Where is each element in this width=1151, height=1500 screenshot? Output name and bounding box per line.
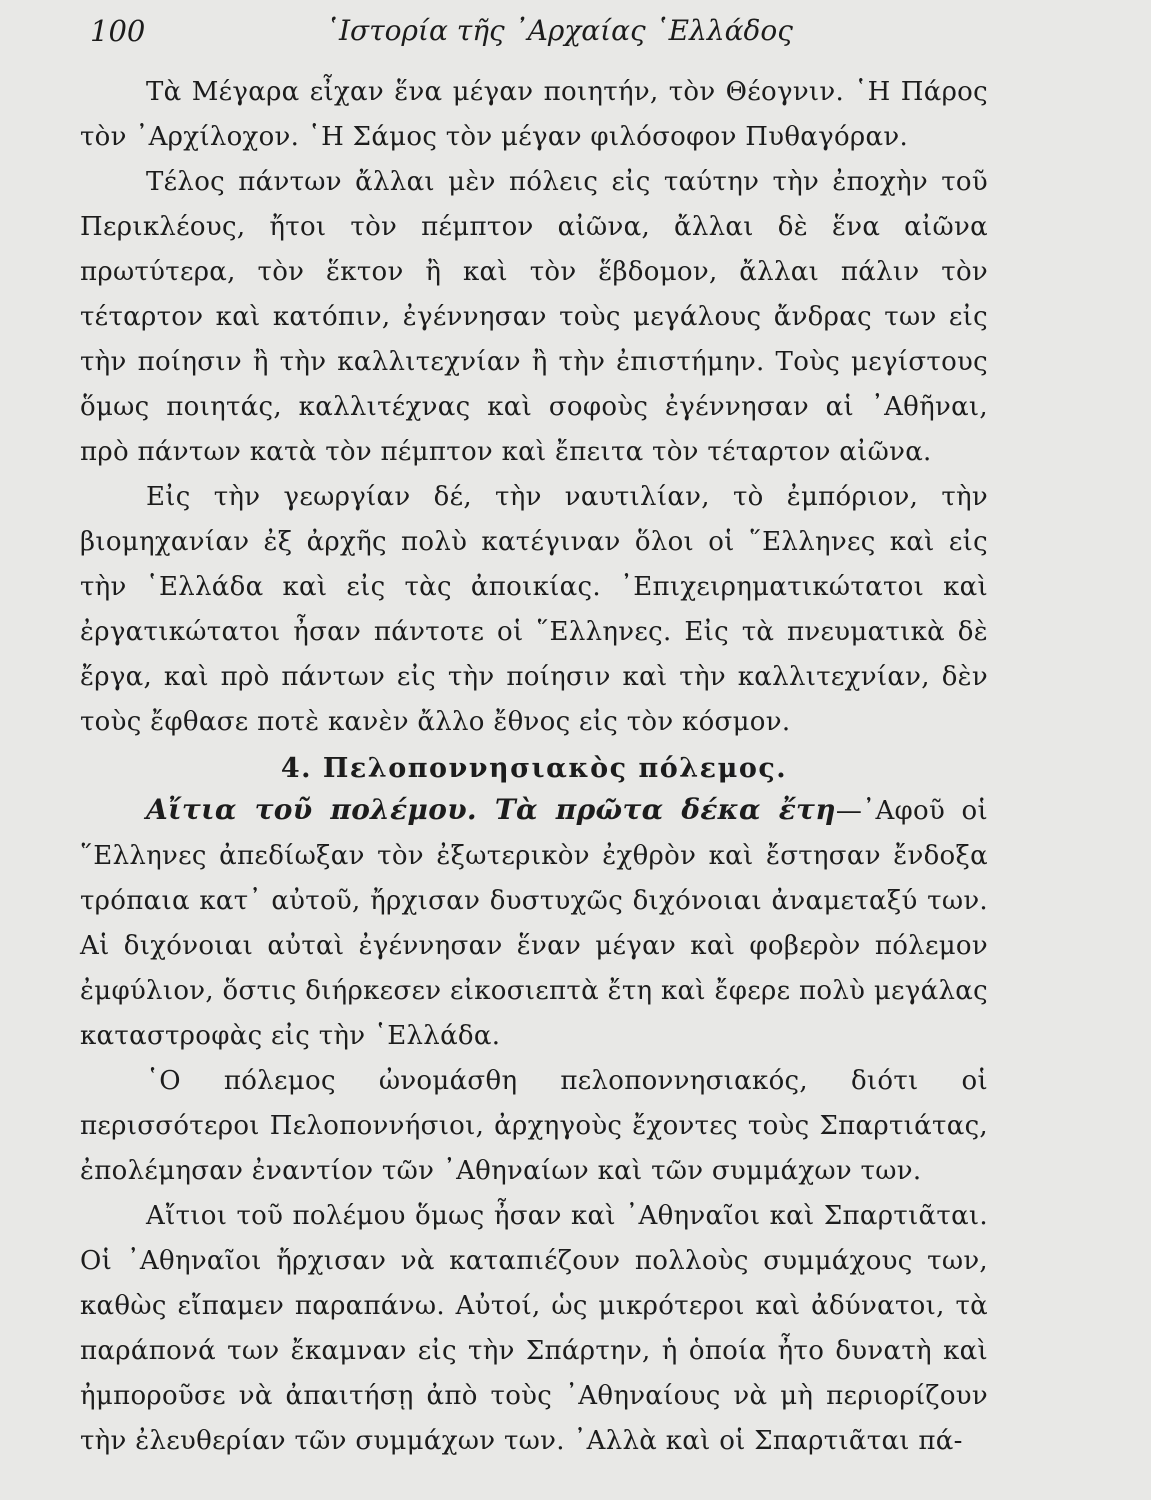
- paragraph: ῾Ο πόλεμος ὠνομάσθη πελοποννησιακός, διότι οἱ περισσότεροι Πελοποννήσιοι, ἀρχηγοὺς ἔχοντες τοὺς Σπαρτιάτας, ἐπολέμησαν ἐναντίον τῶν ᾿Αθηναίων καὶ τῶν συμμάχων των.: [80, 1066, 988, 1186]
- paragraph-text: —᾿Αφοῦ οἱ ῞Ελληνες ἀπεδίωξαν τὸν ἐξωτερικὸν ἐχθρὸν καὶ ἔστησαν ἔνδοξα τρόπαια κατ᾿ αὐτοῦ, ἤρχισαν δυστυχῶς διχόνοιαι ἀναμεταξύ των. Αἱ διχόνοιαι αὐταὶ ἐγέννησαν ἕναν μέγαν καὶ φοβερὸν πόλεμον ἐμφύλιον, ὅστις διήρκεσεν εἰκοσιεπτὰ ἔτη καὶ ἔφερε πολὺ μεγάλας καταστροφὰς εἰς τὴν ῾Ελλάδα.: [80, 796, 988, 1051]
- running-title: ῾Ιστορία τῆς ᾿Αρχαίας ῾Ελλάδος: [325, 14, 793, 47]
- paragraph: Τὰ Μέγαρα εἶχαν ἕνα μέγαν ποιητήν, τὸν Θέογνιν. ῾Η Πάρος τὸν ᾿Αρχίλοχον. ῾Η Σάμος τὸν μέγαν φιλόσοφον Πυθαγόραν.: [80, 77, 988, 152]
- paragraph: Τέλος πάντων ἄλλαι μὲν πόλεις εἰς ταύτην τὴν ἐποχὴν τοῦ Περικλέους, ἤτοι τὸν πέμπτον αἰῶνα, ἄλλαι δὲ ἕνα αἰῶνα πρωτύτερα, τὸν ἕκτον ἢ καὶ τὸν ἕβδομον, ἄλλαι πάλιν τὸν τέταρτον καὶ κατόπιν, ἐγέννησαν τοὺς μεγάλους ἄνδρας των εἰς τὴν ποίησιν ἢ τὴν καλλιτεχνίαν ἢ τὴν ἐπιστήμην. Τοὺς μεγίστους ὅμως ποιητάς, καλλιτέχνας καὶ σοφοὺς ἐγέννησαν αἱ ᾿Αθῆναι, πρὸ πάντων κατὰ τὸν πέμπτον καὶ ἔπειτα τὸν τέταρτον αἰῶνα.: [80, 167, 988, 467]
- subheading: Αἴτια τοῦ πολέμου. Τὰ πρῶτα δέκα ἔτη: [146, 793, 836, 826]
- page-number: 100: [90, 14, 146, 48]
- running-head: [90, 14, 990, 54]
- section-heading: 4. Πελοποννησιακὸς πόλεμος.: [280, 753, 788, 784]
- paragraph: Εἰς τὴν γεωργίαν δέ, τὴν ναυτιλίαν, τὸ ἐμπόριον, τὴν βιομηχανίαν ἐξ ἀρχῆς πολὺ κατέγιναν ὅλοι οἱ ῞Ελληνες καὶ εἰς τὴν ῾Ελλάδα καὶ εἰς τὰς ἀποικίας. ᾿Επιχειρηματικώτατοι καὶ ἐργατικώτατοι ἦσαν πάντοτε οἱ ῞Ελληνες. Εἰς τὰ πνευματικὰ δὲ ἔργα, καὶ πρὸ πάντων εἰς τὴν ποίησιν καὶ τὴν καλλιτεχνίαν, δὲν τοὺς ἔφθασε ποτὲ κανὲν ἄλλο ἔθνος εἰς τὸν κόσμον.: [80, 482, 988, 737]
- paragraph-with-subheading: [80, 787, 988, 1059]
- paragraph: Αἴτιοι τοῦ πολέμου ὅμως ἦσαν καὶ ᾿Αθηναῖοι καὶ Σπαρτιᾶται. Οἱ ᾿Αθηναῖοι ἤρχισαν νὰ καταπιέζουν πολλοὺς συμμάχους των, καθὼς εἴπαμεν παραπάνω. Αὐτοί, ὡς μικρότεροι καὶ ἀδύνατοι, τὰ παράπονά των ἔκαμναν εἰς τὴν Σπάρτην, ἡ ὁποία ἦτο δυνατὴ καὶ ἠμποροῦσε νὰ ἀπαιτήσῃ ἀπὸ τοὺς ᾿Αθηναίους νὰ μὴ περιορίζουν τὴν ἐλευθερίαν τῶν συμμάχων των. ᾿Αλλὰ καὶ οἱ Σπαρτιᾶται πά-: [80, 1201, 988, 1456]
- body-text: [80, 70, 988, 1464]
